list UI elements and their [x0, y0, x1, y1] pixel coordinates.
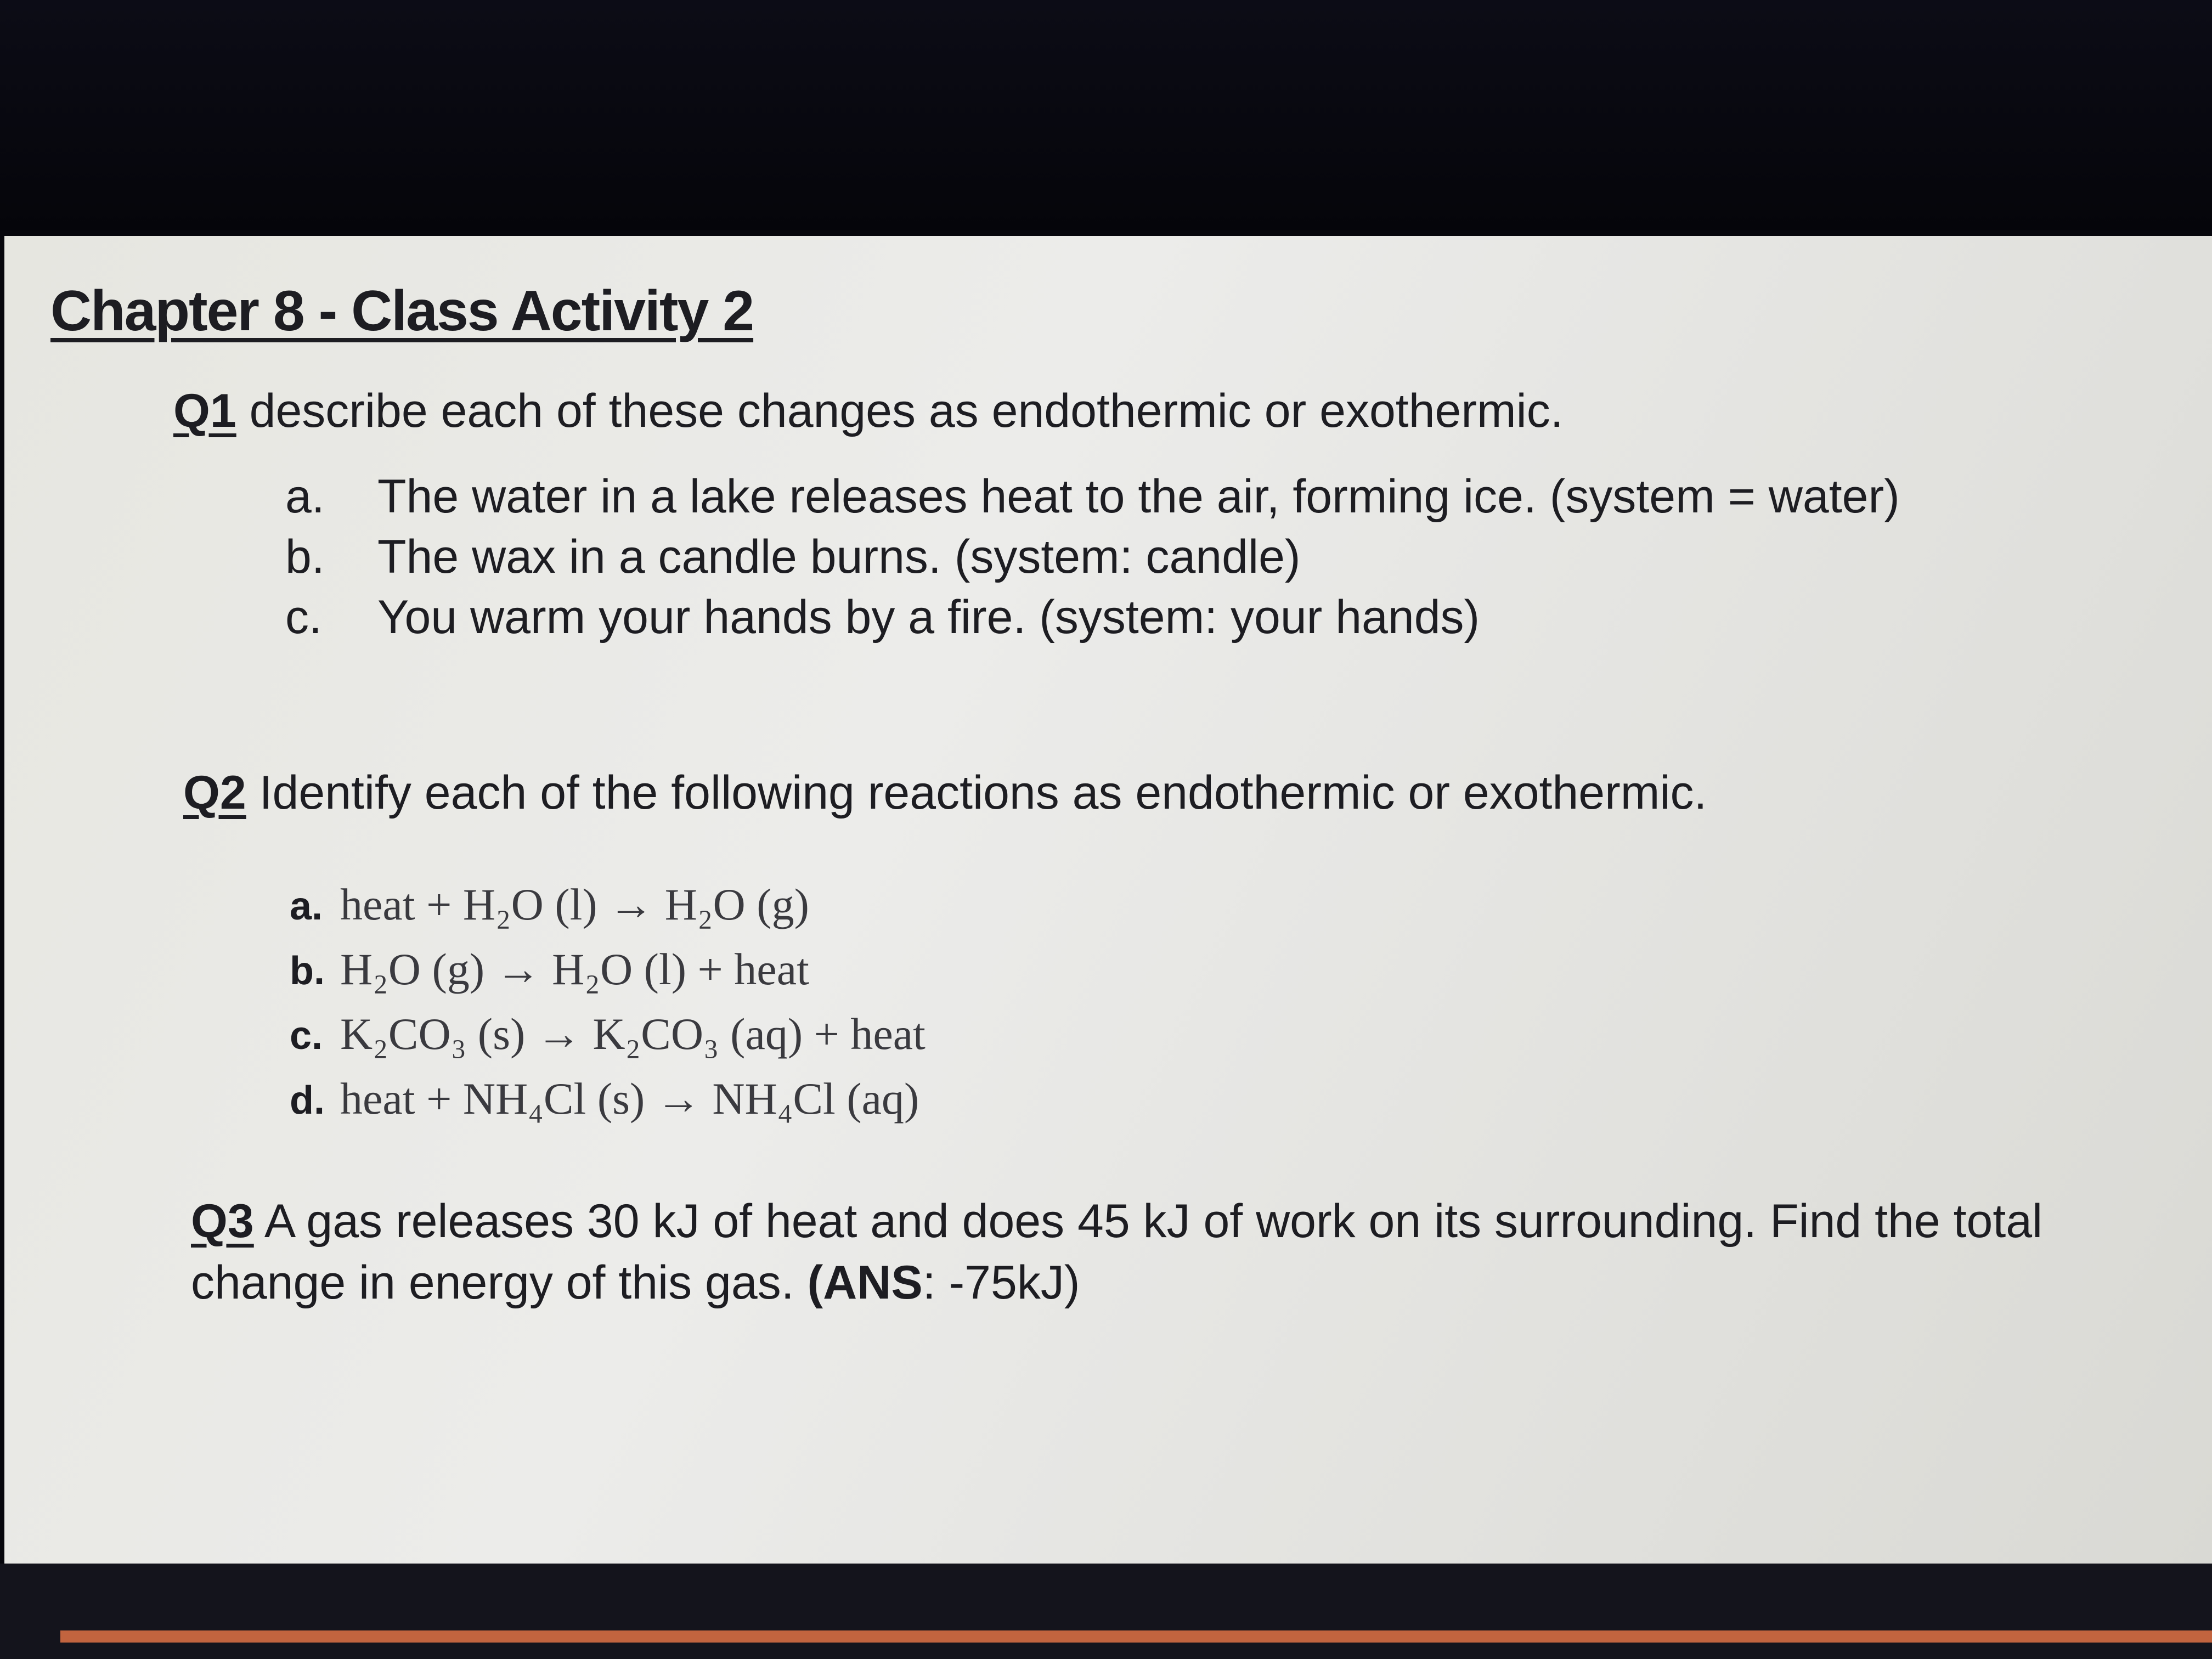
question-2-prompt: Identify each of the following reactions as endothermic or exothermic. — [259, 766, 1707, 819]
question-1-prompt: describe each of these changes as endothermic or exothermic. — [249, 385, 1564, 437]
bottom-accent-line — [60, 1630, 2212, 1643]
top-dark-bar — [0, 0, 2212, 230]
equation-item — [290, 1002, 926, 1066]
list-item — [285, 587, 1900, 647]
item-letter: a. — [285, 470, 325, 523]
list-item — [285, 527, 1900, 587]
equation-letter: c. — [290, 1014, 323, 1058]
equation-item — [290, 937, 926, 1002]
document-page — [4, 236, 2212, 1564]
chemical-equation: heat + H₂O (l) → H₂O (g) — [340, 879, 809, 929]
chemical-equation: heat + NH₄Cl (s) → NH₄Cl (aq) — [340, 1074, 919, 1124]
equation-letter: b. — [290, 949, 325, 993]
item-letter: c. — [285, 591, 322, 644]
equation-letter: a. — [290, 884, 323, 928]
item-text: The water in a lake releases heat to the air, forming ice. (system = water) — [377, 470, 1900, 523]
question-2-equations — [290, 872, 926, 1131]
equation-letter: d. — [290, 1079, 325, 1122]
question-3-number: Q3 — [191, 1195, 254, 1248]
question-2 — [183, 766, 1707, 820]
item-text: The wax in a candle burns. (system: candle) — [377, 531, 1301, 583]
chemical-equation: H₂O (g) → H₂O (l) + heat — [340, 944, 809, 994]
answer-label: (ANS — [807, 1256, 923, 1309]
question-1-items — [285, 466, 1900, 647]
page-title: Chapter 8 - Class Activity 2 — [50, 279, 754, 343]
question-3-text: A gas releases 30 kJ of heat and does 45 kJ of work on its surrounding. Find the total change in energy of this gas. — [191, 1195, 2043, 1309]
question-1 — [173, 384, 1564, 438]
answer-value: : -75kJ) — [922, 1256, 1080, 1309]
list-item — [285, 466, 1900, 527]
equation-item — [290, 872, 926, 937]
question-3 — [191, 1190, 2144, 1313]
bottom-dark-bar — [0, 1564, 2212, 1659]
question-2-number: Q2 — [183, 766, 246, 819]
equation-item — [290, 1066, 926, 1131]
question-1-number: Q1 — [173, 385, 236, 437]
item-text: You warm your hands by a fire. (system: your hands) — [377, 591, 1480, 644]
item-letter: b. — [285, 531, 325, 583]
chemical-equation: K₂CO₃ (s) → K₂CO₃ (aq) + heat — [340, 1009, 926, 1059]
